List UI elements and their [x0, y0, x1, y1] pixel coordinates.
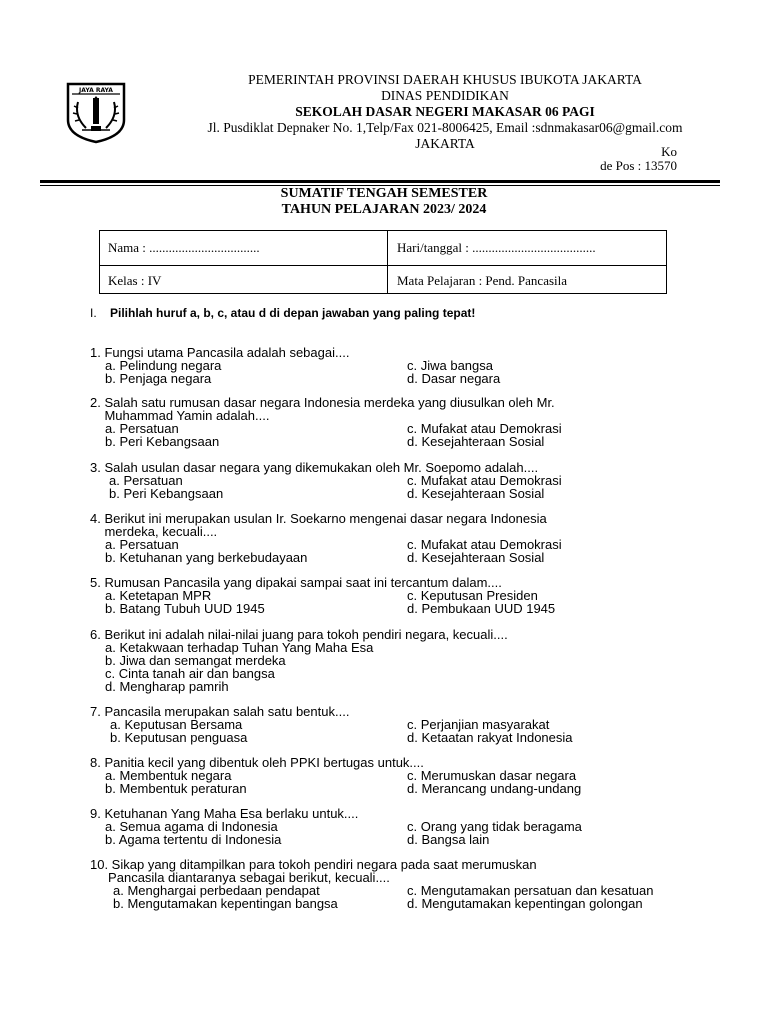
option-a[interactable]: a. Ketetapan MPR: [105, 588, 212, 603]
gov-name-line: PEMERINTAH PROVINSI DAERAH KHUSUS IBUKOTA JAKARTA: [248, 72, 642, 87]
option-a[interactable]: a. Membentuk negara: [105, 768, 232, 783]
dept-name-line: DINAS PENDIDIKAN: [381, 88, 509, 103]
address-line: Jl. Pusdiklat Depnaker No. 1,Telp/Fax 021-8006425, Email :sdnmakasar06@gmail.com: [207, 120, 683, 135]
exam-title: SUMATIF TENGAH SEMESTER: [280, 186, 488, 201]
postal-code-part-a: Ko: [661, 144, 677, 159]
city-line: JAKARTA: [415, 136, 475, 151]
option-a[interactable]: a. Persatuan: [105, 421, 179, 436]
option-d[interactable]: d. Bangsa lain: [407, 832, 490, 847]
option-a[interactable]: a. Persatuan: [105, 537, 179, 552]
option-c[interactable]: c. Mufakat atau Demokrasi: [407, 473, 562, 488]
date-field[interactable]: Hari/tanggal : ......................................: [397, 240, 596, 255]
option-b[interactable]: b. Peri Kebangsaan: [105, 434, 220, 449]
option-a[interactable]: a. Pelindung negara: [105, 358, 222, 373]
academic-year-title: TAHUN PELAJARAN 2023/ 2024: [281, 202, 487, 217]
option-d[interactable]: d. Merancang undang-undang: [407, 781, 582, 796]
question-7: [90, 704, 690, 745]
question-stem: 5. Rumusan Pancasila yang dipakai sampai saat ini tercantum dalam....: [90, 575, 502, 590]
option-b[interactable]: b. Membentuk peraturan: [105, 781, 247, 796]
question-1: [90, 345, 690, 386]
option-d[interactable]: d. Dasar negara: [407, 371, 501, 386]
option-d[interactable]: d. Ketaatan rakyat Indonesia: [407, 730, 573, 745]
question-stem: 1. Fungsi utama Pancasila adalah sebagai....: [90, 345, 350, 360]
question-2: [90, 395, 690, 449]
question-stem: 10. Sikap yang ditampilkan para tokoh pendiri negara pada saat merumuskan Pancasila diantaranya sebagai berikut, kecuali....: [90, 857, 537, 885]
option-b[interactable]: b. Peri Kebangsaan: [109, 486, 224, 501]
option-a[interactable]: a. Keputusan Bersama: [110, 717, 243, 732]
option-c[interactable]: c. Perjanjian masyarakat: [407, 717, 550, 732]
option-b[interactable]: b. Penjaga negara: [105, 371, 212, 386]
option-d[interactable]: d. Mengutamakan kepentingan golongan: [407, 896, 643, 911]
option-b[interactable]: b. Mengutamakan kepentingan bangsa: [113, 896, 338, 911]
question-6: [90, 627, 690, 694]
postal-code-part-b: de Pos : 13570: [600, 158, 677, 173]
table-column-divider: [387, 231, 388, 293]
option-b[interactable]: b. Batang Tubuh UUD 1945: [105, 601, 265, 616]
option-c[interactable]: c. Mufakat atau Demokrasi: [407, 537, 562, 552]
section-number: I.: [90, 306, 97, 320]
section-instruction: [90, 306, 475, 321]
option-b[interactable]: b. Agama tertentu di Indonesia: [105, 832, 282, 847]
option-c[interactable]: c. Jiwa bangsa: [407, 358, 493, 373]
school-name-line: SEKOLAH DASAR NEGERI MAKASAR 06 PAGI: [295, 104, 595, 119]
instruction-text: Pilihlah huruf a, b, c, atau d di depan jawaban yang paling tepat!: [110, 306, 476, 320]
student-identity-table: [99, 230, 667, 294]
name-field[interactable]: Nama : ..................................: [108, 240, 260, 255]
question-stem: 2. Salah satu rumusan dasar negara Indonesia merdeka yang diusulkan oleh Mr. Muhammad Yamin adalah....: [90, 395, 555, 423]
option-c[interactable]: c. Merumuskan dasar negara: [407, 768, 577, 783]
question-stem: 3. Salah usulan dasar negara yang dikemukakan oleh Mr. Soepomo adalah....: [90, 460, 539, 475]
option-c[interactable]: c. Orang yang tidak beragama: [407, 819, 582, 834]
question-stem: 9. Ketuhanan Yang Maha Esa berlaku untuk....: [90, 806, 359, 821]
question-4: [90, 511, 690, 565]
option-d[interactable]: d. Kesejahteraan Sosial: [407, 486, 545, 501]
option-b[interactable]: b. Jiwa dan semangat merdeka: [105, 653, 286, 668]
question-10: [90, 857, 690, 911]
option-c[interactable]: c. Cinta tanah air dan bangsa: [105, 666, 275, 681]
option-c[interactable]: c. Mufakat atau Demokrasi: [407, 421, 562, 436]
option-b[interactable]: b. Ketuhanan yang berkebudayaan: [105, 550, 308, 565]
option-a[interactable]: a. Ketakwaan terhadap Tuhan Yang Maha Esa: [105, 640, 374, 655]
header-divider-thick: [40, 180, 720, 183]
option-c[interactable]: c. Keputusan Presiden: [407, 588, 538, 603]
option-d[interactable]: d. Pembukaan UUD 1945: [407, 601, 556, 616]
question-3: [90, 460, 690, 501]
subject-field: Mata Pelajaran : Pend. Pancasila: [397, 273, 568, 288]
option-b[interactable]: b. Keputusan penguasa: [110, 730, 248, 745]
question-5: [90, 575, 690, 616]
question-8: [90, 755, 690, 796]
option-c[interactable]: c. Mengutamakan persatuan dan kesatuan: [407, 883, 654, 898]
option-d[interactable]: d. Kesejahteraan Sosial: [407, 550, 545, 565]
table-row-divider: [100, 265, 666, 266]
option-d[interactable]: d. Mengharap pamrih: [105, 679, 229, 694]
option-a[interactable]: a. Menghargai perbedaan pendapat: [113, 883, 320, 898]
option-a[interactable]: a. Semua agama di Indonesia: [105, 819, 278, 834]
question-stem: 7. Pancasila merupakan salah satu bentuk....: [90, 704, 350, 719]
option-a[interactable]: a. Persatuan: [109, 473, 183, 488]
logo-motto-text: JAYA RAYA: [79, 87, 113, 94]
question-stem: 6. Berikut ini adalah nilai-nilai juang para tokoh pendiri negara, kecuali....: [90, 627, 508, 642]
question-9: [90, 806, 690, 847]
question-stem: 8. Panitia kecil yang dibentuk oleh PPKI bertugas untuk....: [90, 755, 424, 770]
option-d[interactable]: d. Kesejahteraan Sosial: [407, 434, 545, 449]
question-stem: 4. Berikut ini merupakan usulan Ir. Soekarno mengenai dasar negara Indonesia merdeka, kecuali....: [90, 511, 547, 539]
class-field: Kelas : IV: [108, 273, 162, 288]
